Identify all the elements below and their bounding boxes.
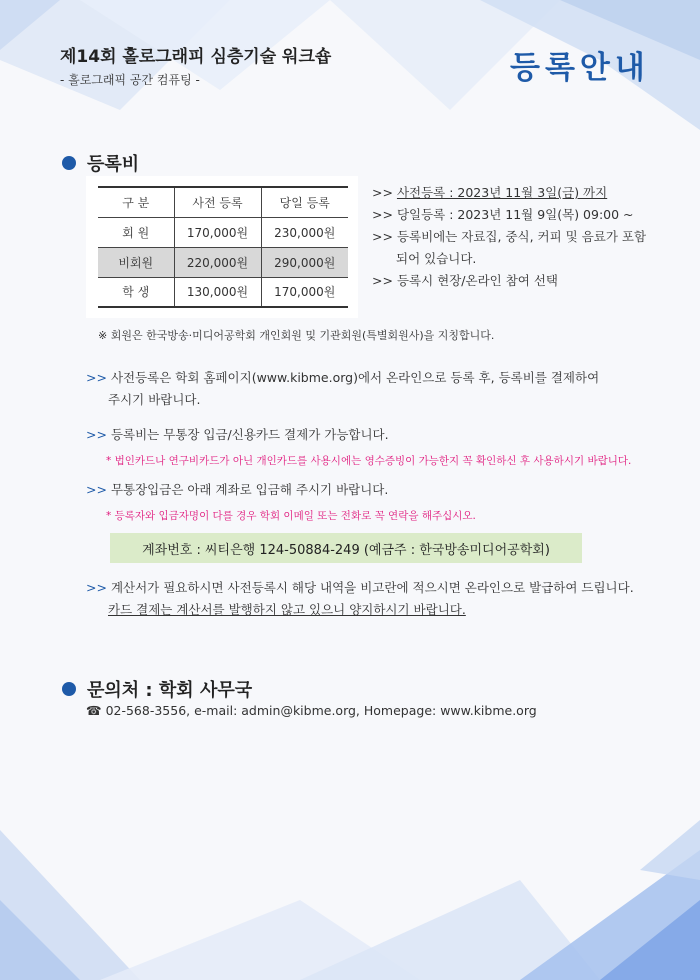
fee-value: 130,000원 (174, 277, 261, 307)
fee-note (372, 204, 646, 226)
arrow-prefix: >> (86, 370, 107, 385)
bank-account-box: 계좌번호 : 씨티은행 124-50884-249 (예금주 : 한국방송미디어공학회) (110, 533, 582, 563)
pre-registration-deadline: 사전등록 : 2023년 11월 3일(금) 까지 (396, 185, 608, 200)
registration-info-badge: 등록안내 (510, 50, 650, 86)
fee-table-row (98, 217, 348, 247)
fee-table-box (86, 176, 358, 318)
arrow-prefix: >> (372, 229, 393, 244)
fee-table-header-row (98, 187, 348, 217)
contact-details (86, 703, 537, 718)
fees-section-header (62, 150, 139, 176)
info-text: 계산서가 필요하시면 사전등록시 해당 내역을 비고란에 적으시면 온라인으로 발급하여 드립니다. (110, 580, 634, 595)
fee-table-row (98, 247, 348, 277)
info-text: 사전등록은 학회 홈페이지(www.kibme.org)에서 온라인으로 등록 후, 등록비를 결제하여 (110, 370, 600, 385)
fee-table-header: 당일 등록 (261, 187, 348, 217)
onsite-registration-time: 당일등록 : 2023년 11월 9일(목) 09:00 ~ (396, 207, 634, 222)
info-paragraph (86, 367, 676, 411)
arrow-prefix: >> (86, 427, 107, 442)
contact-section-header (62, 676, 252, 702)
fee-table-header: 사전 등록 (174, 187, 261, 217)
fee-category: 비회원 (98, 247, 174, 277)
info-text: 등록비는 무통장 입금/신용카드 결제가 가능합니다. (110, 427, 389, 442)
fee-table-header: 구 분 (98, 187, 174, 217)
fee-includes-note-cont: 되어 있습니다. (396, 251, 477, 266)
contact-text: 02-568-3556, e-mail: admin@kibme.org, Homepage: www.kibme.org (105, 703, 537, 718)
fee-value: 220,000원 (174, 247, 261, 277)
phone-icon: ☎ (86, 703, 102, 718)
arrow-prefix: >> (86, 482, 107, 497)
participation-mode-note: 등록시 현장/온라인 참여 선택 (396, 273, 558, 288)
fee-value: 230,000원 (261, 217, 348, 247)
card-warning: * 법인카드나 연구비카드가 아닌 개인카드를 사용시에는 영수증빙이 가능한지 꼭 확인하신 후 사용하시기 바랍니다. (106, 455, 632, 467)
member-footnote: ※ 회원은 한국방송·미디어공학회 개인회원 및 기관회원(특별회원사)을 지칭합니다. (98, 329, 495, 342)
info-text: 카드 결제는 계산서를 발행하지 않고 있으니 양지하시기 바랍니다. (108, 602, 466, 617)
fee-value: 170,000원 (174, 217, 261, 247)
fee-category: 학 생 (98, 277, 174, 307)
fee-notes (372, 182, 646, 292)
depositor-warning: * 등록자와 입금자명이 다를 경우 학회 이메일 또는 전화로 꼭 연락을 해주십시오. (106, 510, 476, 522)
fee-category: 회 원 (98, 217, 174, 247)
arrow-prefix: >> (86, 580, 107, 595)
fee-value: 290,000원 (261, 247, 348, 277)
arrow-prefix: >> (372, 207, 393, 222)
fee-note (372, 270, 646, 292)
fee-note (372, 226, 646, 248)
bullet-dot-icon (62, 682, 76, 696)
workshop-subtitle: - 홀로그래픽 공간 컴퓨팅 - (60, 73, 200, 87)
arrow-prefix: >> (372, 273, 393, 288)
info-text: 주시기 바랍니다. (108, 392, 201, 407)
workshop-title: 제14회 홀로그래피 심층기술 워크숍 (60, 47, 332, 67)
info-paragraph (86, 424, 676, 446)
info-paragraph (86, 577, 676, 621)
fee-note (372, 182, 646, 204)
fees-heading: 등록비 (87, 154, 140, 175)
contact-heading: 문의처 : 학회 사무국 (87, 680, 253, 701)
fee-table (98, 186, 348, 308)
info-text: 무통장입금은 아래 계좌로 입금해 주시기 바랍니다. (110, 482, 389, 497)
arrow-prefix: >> (372, 185, 393, 200)
bullet-dot-icon (62, 156, 76, 170)
fee-value: 170,000원 (261, 277, 348, 307)
fee-table-row (98, 277, 348, 307)
fee-includes-note: 등록비에는 자료집, 중식, 커피 및 음료가 포함 (396, 229, 647, 244)
info-paragraph (86, 479, 676, 501)
